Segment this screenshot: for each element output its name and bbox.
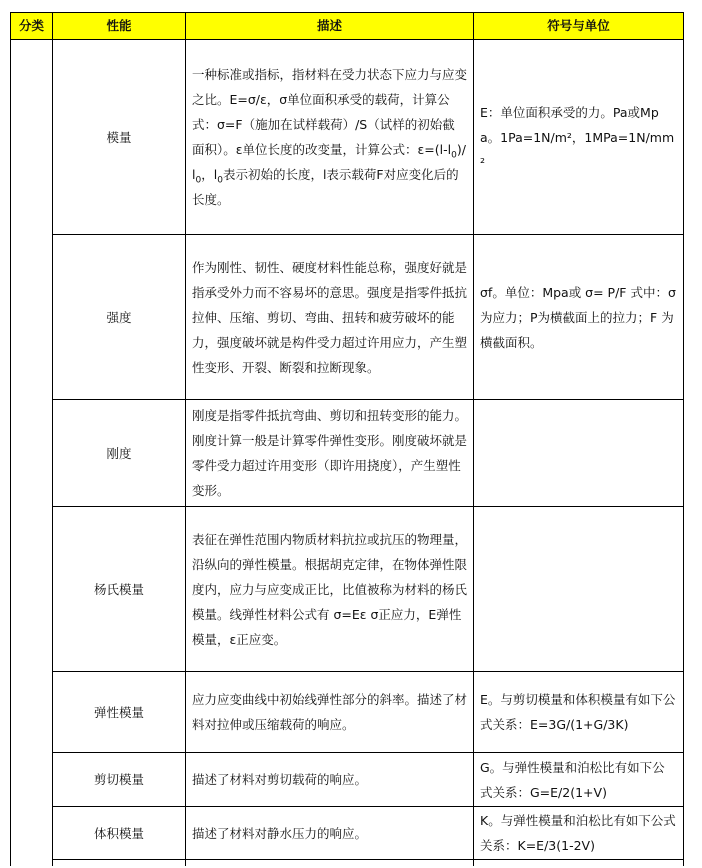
description-text: ，l <box>201 167 218 182</box>
symbol-cell <box>474 507 684 672</box>
table-row-partial <box>11 860 684 867</box>
description-cell: 应力应变曲线中初始线弹性部分的斜率。描述了材料对拉伸或压缩载荷的响应。 <box>186 672 474 753</box>
symbol-cell <box>474 400 684 507</box>
table-row <box>11 807 684 860</box>
description-cell: 描述了材料对剪切载荷的响应。 <box>186 753 474 807</box>
symbol-cell <box>474 860 684 867</box>
symbol-cell: E。与剪切模量和体积模量有如下公式关系：E=3G/(1+G/3K) <box>474 672 684 753</box>
property-cell: 模量 <box>53 40 186 235</box>
property-cell: 刚度 <box>53 400 186 507</box>
property-cell: 杨氏模量 <box>53 507 186 672</box>
property-cell: 强度 <box>53 235 186 400</box>
properties-table <box>10 12 684 866</box>
subscript: 0 <box>217 175 223 186</box>
table-row <box>11 400 684 507</box>
header-symbol-unit: 符号与单位 <box>474 13 684 40</box>
description-text: 表示初始的长度，l表示载荷F对应变化后的长度。 <box>192 167 459 207</box>
table-row <box>11 672 684 753</box>
table-row <box>11 753 684 807</box>
property-cell: 剪切模量 <box>53 753 186 807</box>
property-cell: 体积模量 <box>53 807 186 860</box>
description-text: )/l <box>192 142 466 182</box>
description-text: 一种标准或指标，指材料在受力状态下应力与应变之比。E=σ/ε，σ单位面积承受的载荷，计算公式：σ=F（施加在试样载荷）/S（试样的初始截面积）。ε单位长度的改变量，计算公式：ε=(l-l <box>192 67 468 157</box>
description-cell: 描述了材料对静水压力的响应。 <box>186 807 474 860</box>
subscript: 0 <box>195 175 202 186</box>
category-cell <box>11 40 53 867</box>
symbol-cell: E：单位面积承受的力。Pa或Mpa。1Pa=1N/m²，1MPa=1N/mm² <box>474 40 684 235</box>
description-cell: 作为刚性、韧性、硬度材料性能总称，强度好就是指承受外力而不容易坏的意思。强度是指零件抵抗拉伸、压缩、剪切、弯曲、扭转和疲劳破坏的能力，强度破坏就是构件受力超过许用应力，产生塑性变形、开裂、断裂和拉断现象。 <box>186 235 474 400</box>
description-cell: 刚度是指零件抵抗弯曲、剪切和扭转变形的能力。刚度计算一般是计算零件弹性变形。刚度破坏就是零件受力超过许用变形（即许用挠度），产生塑性变形。 <box>186 400 474 507</box>
header-property: 性能 <box>53 13 186 40</box>
table-row <box>11 40 684 235</box>
subscript: 0 <box>451 150 457 161</box>
description-cell <box>186 40 474 235</box>
table-row <box>11 507 684 672</box>
header-category: 分类 <box>11 13 53 40</box>
property-cell <box>53 860 186 867</box>
description-cell <box>186 860 474 867</box>
header-description: 描述 <box>186 13 474 40</box>
symbol-cell: σf。单位：Mpa或 σ= P/F 式中：σ 为应力；P为横截面上的拉力；F 为横截面积。 <box>474 235 684 400</box>
property-cell: 弹性模量 <box>53 672 186 753</box>
symbol-cell: G。与弹性模量和泊松比有如下公式关系：G=E/2(1+V) <box>474 753 684 807</box>
symbol-cell: K。与弹性模量和泊松比有如下公式关系：K=E/3(1-2V) <box>474 807 684 860</box>
table-row <box>11 235 684 400</box>
description-cell: 表征在弹性范围内物质材料抗拉或抗压的物理量，沿纵向的弹性模量。根据胡克定律，在物体弹性限度内，应力与应变成正比，比值被称为材料的杨氏模量。线弹性材料公式有 σ=Eε σ正应力，E弹性模量，ε正应变。 <box>186 507 474 672</box>
header-row <box>11 13 684 40</box>
